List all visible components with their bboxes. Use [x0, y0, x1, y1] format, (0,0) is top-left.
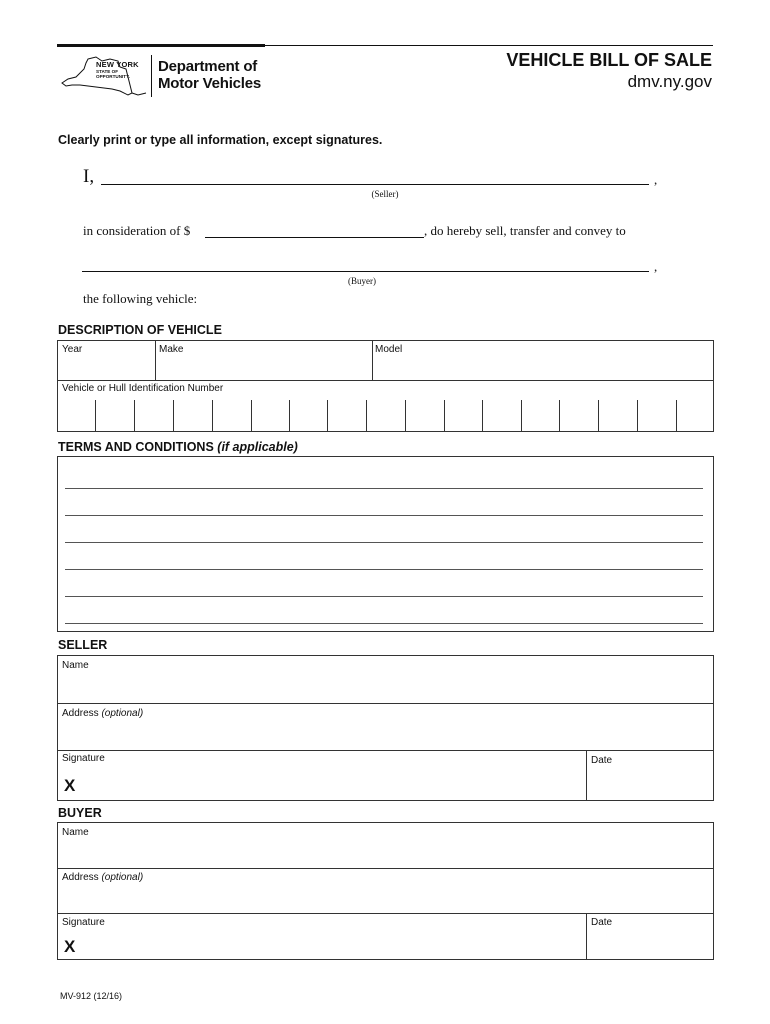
comma: , — [654, 259, 658, 274]
buyer-signature-x: X — [64, 937, 76, 956]
description-heading: DESCRIPTION OF VEHICLE — [58, 323, 222, 337]
divider — [372, 340, 373, 381]
buyer-name-field[interactable]: Name — [62, 827, 89, 838]
terms-writing-line — [65, 596, 703, 597]
following-vehicle-text: the following vehicle: — [83, 291, 198, 306]
vin-cell-divider — [482, 400, 483, 431]
seller-signature-x: X — [64, 776, 76, 795]
convey-text: , do hereby sell, transfer and convey to — [424, 223, 626, 238]
buyer-date-field[interactable]: Date — [591, 917, 613, 928]
vin-field-label: Vehicle or Hull Identification Number — [62, 383, 224, 394]
department-name: Department of Motor Vehicles — [158, 58, 262, 92]
consideration-label: in consideration of $ — [83, 223, 191, 238]
buyer-heading: BUYER — [58, 806, 102, 820]
instructions: Clearly print or type all information, except signatures. — [58, 133, 383, 147]
header-rule-thick — [57, 44, 265, 47]
terms-writing-line — [65, 488, 703, 489]
divider — [57, 913, 714, 914]
vin-cell-divider — [95, 400, 96, 431]
vin-cell-divider — [676, 400, 677, 431]
seller-date-field[interactable]: Date — [591, 755, 613, 766]
form-title: VEHICLE BILL OF SALE — [506, 50, 712, 70]
divider — [586, 750, 587, 801]
state-wordmark: NEW YORK — [96, 60, 139, 69]
seller-heading: SELLER — [58, 638, 108, 652]
seller-box — [57, 655, 714, 801]
divider — [155, 340, 156, 381]
terms-writing-line — [65, 623, 703, 624]
comma: , — [654, 172, 658, 187]
form-number: MV-912 (12/16) — [60, 991, 123, 1001]
seller-name-line[interactable] — [101, 184, 649, 185]
vin-cell-divider — [637, 400, 638, 431]
buyer-signature-field[interactable]: Signature — [62, 917, 105, 928]
buyer-caption: (Buyer) — [348, 276, 376, 286]
vin-cell-divider — [521, 400, 522, 431]
model-field[interactable]: Model — [375, 344, 403, 355]
make-field[interactable]: Make — [159, 344, 184, 355]
price-line[interactable] — [205, 237, 424, 238]
vin-cell-divider — [559, 400, 560, 431]
seller-name-field[interactable]: Name — [62, 660, 89, 671]
terms-writing-line — [65, 515, 703, 516]
vin-cell-divider — [289, 400, 290, 431]
terms-box[interactable] — [57, 456, 714, 632]
logo-divider — [151, 55, 152, 97]
terms-writing-line — [65, 542, 703, 543]
seller-caption: (Seller) — [371, 189, 399, 199]
vin-cell-divider — [134, 400, 135, 431]
vin-cell-divider — [598, 400, 599, 431]
seller-address-field[interactable]: Address (optional) — [62, 708, 144, 719]
i-label: I, — [83, 166, 95, 187]
divider — [57, 380, 714, 381]
vin-cell-divider — [212, 400, 213, 431]
divider — [586, 913, 587, 960]
divider — [57, 750, 714, 751]
header-rule-thin — [265, 45, 713, 46]
divider — [57, 703, 714, 704]
vin-cell-divider — [173, 400, 174, 431]
vin-cell-divider — [444, 400, 445, 431]
year-field[interactable]: Year — [62, 344, 83, 355]
divider — [57, 868, 714, 869]
state-tagline: STATE OF OPPORTUNITY. — [96, 69, 130, 79]
vin-cell-divider — [251, 400, 252, 431]
vin-cell-divider — [366, 400, 367, 431]
vin-cell-divider — [405, 400, 406, 431]
buyer-box — [57, 822, 714, 960]
seller-signature-field[interactable]: Signature — [62, 753, 105, 764]
terms-heading: TERMS AND CONDITIONS (if applicable) — [58, 440, 298, 454]
buyer-address-field[interactable]: Address (optional) — [62, 872, 144, 883]
terms-writing-line — [65, 569, 703, 570]
vin-cell-divider — [327, 400, 328, 431]
website-url: dmv.ny.gov — [627, 72, 712, 91]
buyer-name-line[interactable] — [82, 271, 649, 272]
